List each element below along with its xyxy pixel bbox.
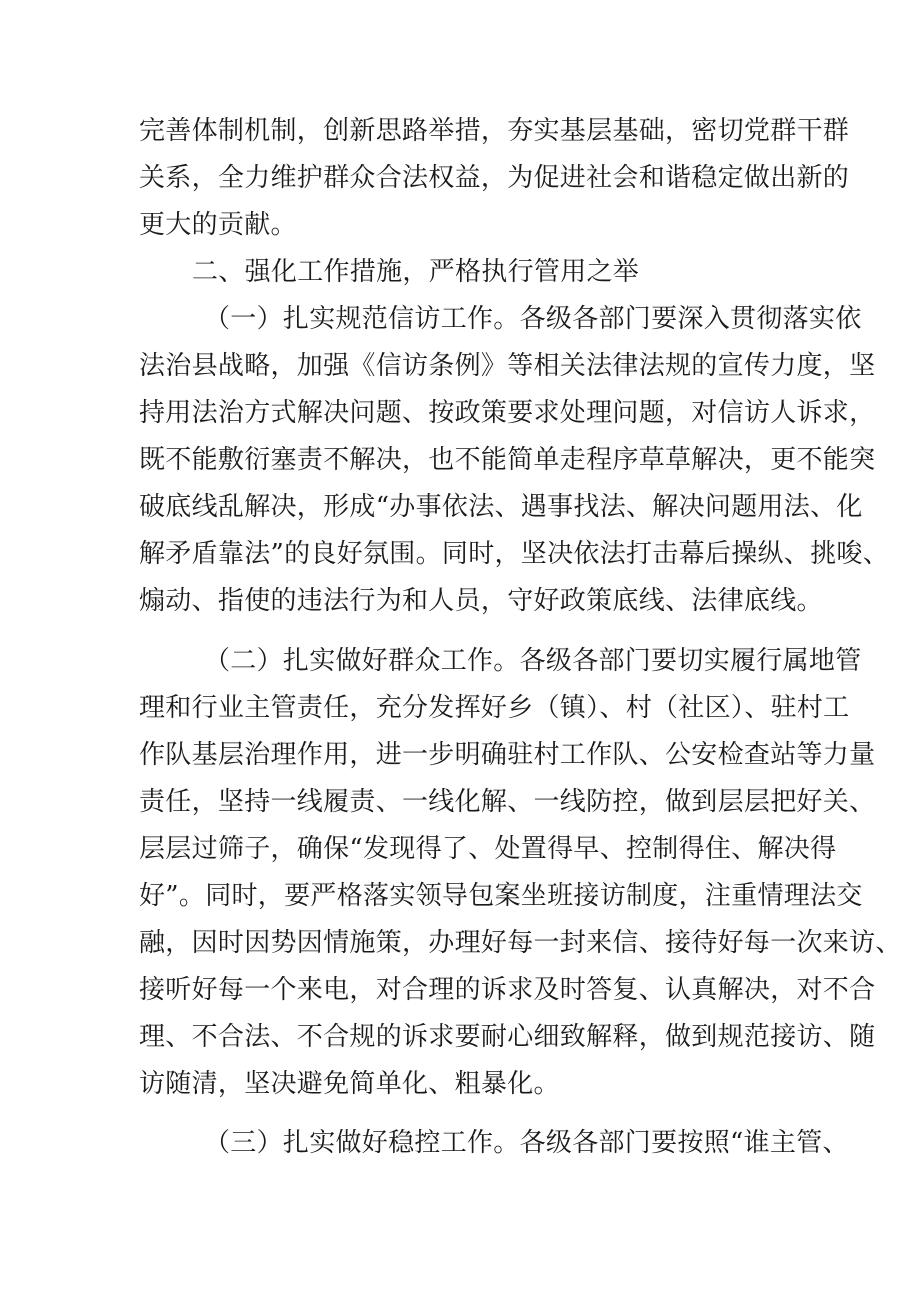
paragraph-line: 理和行业主管责任，充分发挥好乡（镇）、村（社区）、驻村工 [139, 693, 850, 723]
paragraph-line: 法治县战略，加强《信访条例》等相关法律法规的宣传力度，坚 [139, 351, 876, 381]
paragraph-line: 解矛盾靠法”的良好氛围。同时，坚决依法打击幕后操纵、挑唆、 [139, 539, 889, 569]
paragraph-line: 煽动、指使的违法行为和人员，守好政策底线、法律底线。 [139, 586, 823, 616]
paragraph-line: 接听好每一个来电，对合理的诉求及时答复、认真解决，对不合 [139, 975, 876, 1005]
paragraph-line: 更大的贡献。 [139, 210, 297, 240]
paragraph-line: 完善体制机制，创新思路举措，夯实基层基础，密切党群干群 [139, 116, 850, 146]
section-heading: 二、强化工作措施，严格执行管用之举 [192, 257, 640, 287]
paragraph-line: 作队基层治理作用，进一步明确驻村工作队、公安检查站等力量 [139, 740, 876, 770]
paragraph-line: 理、不合法、不合规的诉求要耐心细致解释，做到规范接访、随 [139, 1022, 876, 1052]
paragraph-line: 好”。同时，要严格落实领导包案坐班接访制度，注重情理法交 [139, 881, 863, 911]
paragraph-line: （二）扎实做好群众工作。各级各部门要切实履行属地管 [204, 646, 862, 676]
paragraph-line: 责任，坚持一线履责、一线化解、一线防控，做到层层把好关、 [139, 787, 876, 817]
paragraph-line: （三）扎实做好稳控工作。各级各部门要按照“谁主管、 [204, 1128, 849, 1158]
paragraph-line: 持用法治方式解决问题、按政策要求处理问题，对信访人诉求， [139, 398, 876, 428]
paragraph-line: 既不能敷衍塞责不解决，也不能简单走程序草草解决，更不能突 [139, 445, 876, 475]
paragraph-line: （一）扎实规范信访工作。各级各部门要深入贯彻落实依 [204, 304, 862, 334]
paragraph-line: 层层过筛子，确保“发现得了、处置得早、控制得住、解决得 [139, 834, 837, 864]
paragraph-line: 访随清，坚决避免简单化、粗暴化。 [139, 1069, 560, 1099]
paragraph-line: 融，因时因势因情施策，办理好每一封来信、接待好每一次来访、 [139, 928, 902, 958]
paragraph-line: 关系，全力维护群众合法权益，为促进社会和谐稳定做出新的 [139, 163, 850, 193]
paragraph-line: 破底线乱解决，形成“办事依法、遇事找法、解决问题用法、化 [139, 492, 863, 522]
